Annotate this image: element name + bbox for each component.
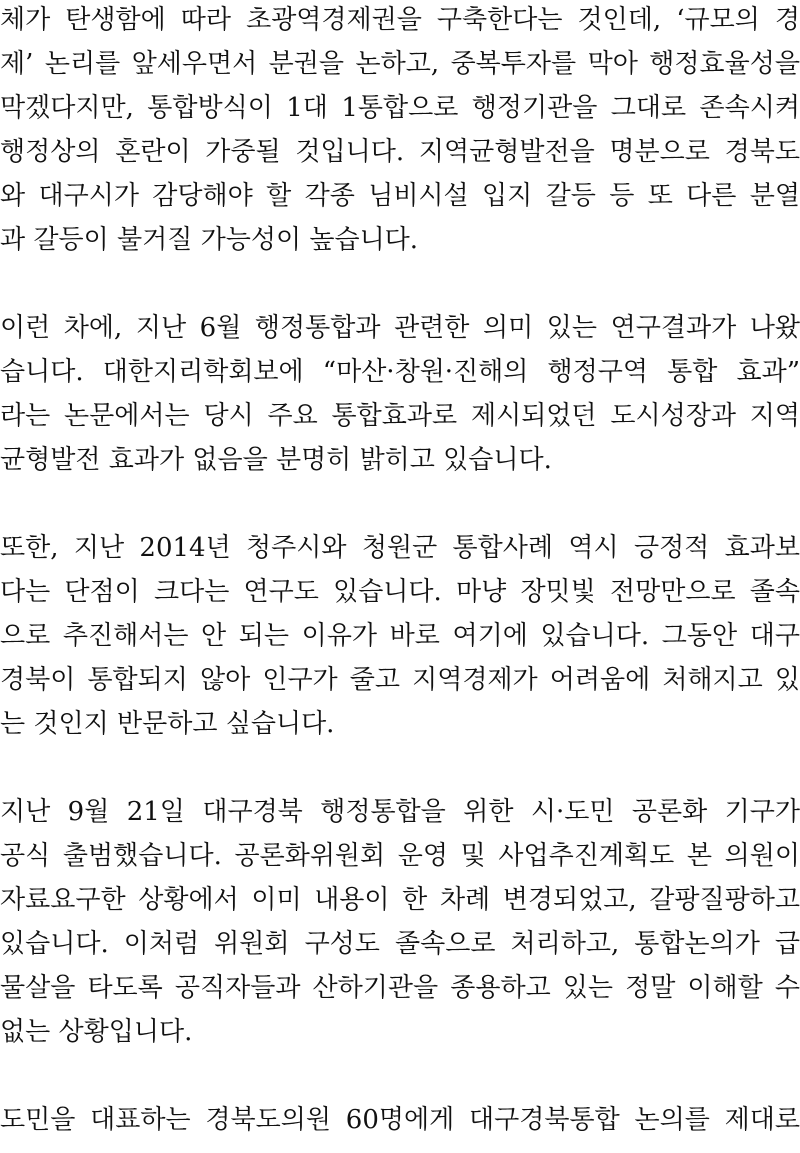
paragraph-gap bbox=[0, 746, 800, 790]
text-line: 균형발전 효과가 없음을 분명히 밝히고 있습니다. bbox=[0, 445, 552, 475]
text-line: 없는 상황입니다. bbox=[0, 1017, 193, 1047]
paragraph-gap bbox=[0, 1054, 800, 1098]
text-line: 과 갈등이 불거질 가능성이 높습니다. bbox=[0, 225, 419, 255]
text-line: 도민을 대표하는 경북도의원 60명에게 대구경북통합 논의를 제대로 bbox=[0, 1105, 800, 1135]
text-line: 으로 추진해서는 안 되는 이유가 바로 여기에 있습니다. 그동안 대구 bbox=[0, 621, 800, 651]
text-line: 는 것인지 반문하고 싶습니다. bbox=[0, 709, 335, 739]
text-line: 또한, 지난 2014년 청주시와 청원군 통합사례 역시 긍정적 효과보 bbox=[0, 533, 800, 563]
paragraph bbox=[0, 790, 800, 1054]
paragraph bbox=[0, 306, 800, 482]
text-line: 습니다. 대한지리학회보에 “마산·창원·진해의 행정구역 통합 효과” bbox=[0, 357, 800, 387]
text-line: 경북이 통합되지 않아 인구가 줄고 지역경제가 어려움에 처해지고 있 bbox=[0, 665, 800, 695]
text-line: 이런 차에, 지난 6월 행정통합과 관련한 의미 있는 연구결과가 나왔 bbox=[0, 313, 800, 343]
text-line: 와 대구시가 감당해야 할 각종 님비시설 입지 갈등 등 또 다른 분열 bbox=[0, 181, 800, 211]
text-line: 있습니다. 이처럼 위원회 구성도 졸속으로 처리하고, 통합논의가 급 bbox=[0, 929, 800, 959]
paragraph bbox=[0, 526, 800, 746]
text-line: 자료요구한 상황에서 이미 내용이 한 차례 변경되었고, 갈팡질팡하고 bbox=[0, 885, 800, 915]
text-line: 제’ 논리를 앞세우면서 분권을 논하고, 중복투자를 막아 행정효율성을 bbox=[0, 49, 800, 79]
text-line: 체가 탄생함에 따라 초광역경제권을 구축한다는 것인데, ‘규모의 경 bbox=[0, 5, 800, 35]
text-line: 지난 9월 21일 대구경북 행정통합을 위한 시·도민 공론화 기구가 bbox=[0, 797, 800, 827]
text-line: 라는 논문에서는 당시 주요 통합효과로 제시되었던 도시성장과 지역 bbox=[0, 401, 800, 431]
paragraph bbox=[0, 1098, 800, 1142]
paragraph-gap bbox=[0, 262, 800, 306]
text-line: 물살을 타도록 공직자들과 산하기관을 종용하고 있는 정말 이해할 수 bbox=[0, 973, 800, 1003]
text-line: 행정상의 혼란이 가중될 것입니다. 지역균형발전을 명분으로 경북도 bbox=[0, 137, 800, 167]
text-line: 막겠다지만, 통합방식이 1대 1통합으로 행정기관을 그대로 존속시켜 bbox=[0, 93, 800, 123]
paragraph bbox=[0, 0, 800, 262]
text-line: 공식 출범했습니다. 공론화위원회 운영 및 사업추진계획도 본 의원이 bbox=[0, 841, 800, 871]
paragraph-gap bbox=[0, 482, 800, 526]
text-line: 다는 단점이 크다는 연구도 있습니다. 마냥 장밋빛 전망만으로 졸속 bbox=[0, 577, 800, 607]
